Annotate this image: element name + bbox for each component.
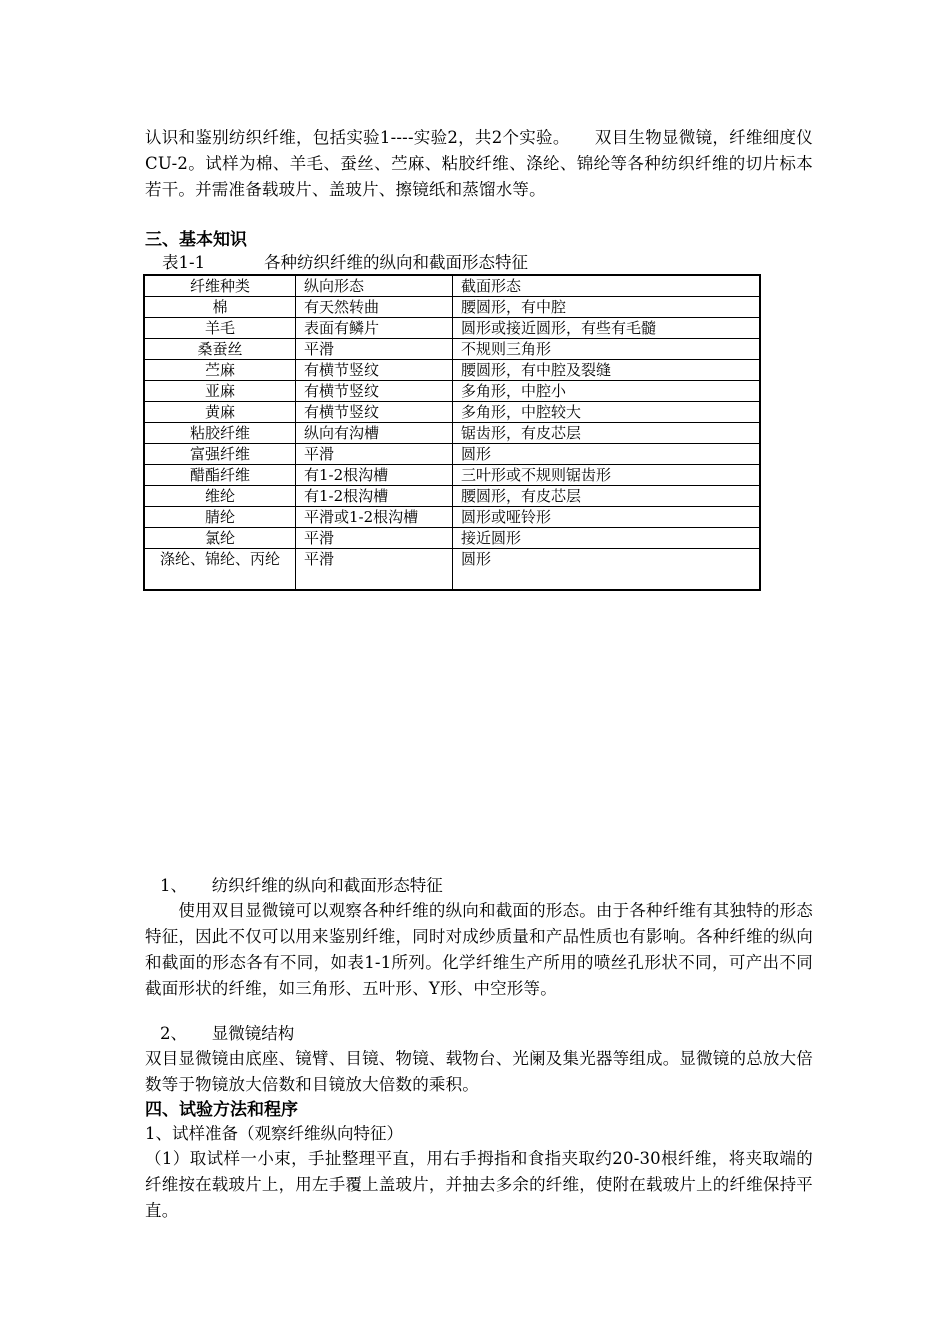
- table-title: 各种纺织纤维的纵向和截面形态特征: [264, 253, 528, 272]
- cell-longitudinal: 平滑: [296, 549, 453, 591]
- table-row: [144, 402, 760, 423]
- cell-fiber-type: 桑蚕丝: [144, 339, 296, 360]
- cell-cross-section: 圆形或哑铃形: [453, 507, 761, 528]
- cell-cross-section: 接近圆形: [453, 528, 761, 549]
- cell-fiber-type: 富强纤维: [144, 444, 296, 465]
- cell-longitudinal: 平滑: [296, 528, 453, 549]
- table-header-row: [144, 275, 760, 297]
- cell-fiber-type: 维纶: [144, 486, 296, 507]
- table-row: [144, 444, 760, 465]
- cell-cross-section: 三叶形或不规则锯齿形: [453, 465, 761, 486]
- fiber-morphology-table: [143, 274, 761, 591]
- table-row: [144, 528, 760, 549]
- table-row: [144, 360, 760, 381]
- cell-fiber-type: 涤纶、锦纶、丙纶: [144, 549, 296, 591]
- cell-cross-section: 腰圆形，有皮芯层: [453, 486, 761, 507]
- table-row: [144, 381, 760, 402]
- cell-fiber-type: 羊毛: [144, 318, 296, 339]
- item1-paragraph: 使用双目显微镜可以观察各种纤维的纵向和截面的形态。由于各种纤维有其独特的形态特征，因此不仅可以用来鉴别纤维，同时对成纱质量和产品性质也有影响。各种纤维的纵向和截面的形态各有不同，如表1-1所列。化学纤维生产所用的喷丝孔形状不同，可产出不同截面形状的纤维，如三角形、五叶形、Y形、中空形等。: [145, 901, 813, 998]
- table-row: [144, 339, 760, 360]
- cell-cross-section: 圆形: [453, 444, 761, 465]
- cell-longitudinal: 有1-2根沟槽: [296, 486, 453, 507]
- intro-paragraph: 认识和鉴别纺织纤维，包括实验1----实验2，共2个实验。 双目生物显微镜，纤维细度仪CU-2。试样为棉、羊毛、蚕丝、苎麻、粘胶纤维、涤纶、锦纶等各种纺织纤维的切片标本若干。并需准备载玻片、盖玻片、擦镜纸和蒸馏水等。: [145, 128, 813, 199]
- table-row: [144, 486, 760, 507]
- cell-longitudinal: 平滑或1-2根沟槽: [296, 507, 453, 528]
- table-row: [144, 549, 760, 591]
- cell-cross-section: 圆形或接近圆形，有些有毛髓: [453, 318, 761, 339]
- item2-title: 2、 显微镜结构: [160, 1024, 295, 1043]
- item2-paragraph: 双目显微镜由底座、镜臂、目镜、物镜、载物台、光阑及集光器等组成。显微镜的总放大倍数等于物镜放大倍数和目镜放大倍数的乘积。: [145, 1049, 813, 1094]
- cell-cross-section: 不规则三角形: [453, 339, 761, 360]
- cell-longitudinal: 有横节竖纹: [296, 381, 453, 402]
- header-cross-section: 截面形态: [453, 275, 761, 297]
- cell-longitudinal: 有1-2根沟槽: [296, 465, 453, 486]
- step1-paragraph: （1）取试样一小束，手扯整理平直，用右手拇指和食指夹取约20-30根纤维，将夹取端的纤维按在载玻片上，用左手覆上盖玻片，并抽去多余的纤维，使附在载玻片上的纤维保持平直。: [145, 1149, 813, 1220]
- cell-cross-section: 多角形，中腔较大: [453, 402, 761, 423]
- step1-title: 1、试样准备（观察纤维纵向特征）: [145, 1124, 403, 1143]
- table-row: [144, 318, 760, 339]
- cell-fiber-type: 腈纶: [144, 507, 296, 528]
- cell-fiber-type: 氯纶: [144, 528, 296, 549]
- cell-longitudinal: 有横节竖纹: [296, 402, 453, 423]
- cell-cross-section: 锯齿形，有皮芯层: [453, 423, 761, 444]
- cell-fiber-type: 亚麻: [144, 381, 296, 402]
- table-row: [144, 507, 760, 528]
- cell-fiber-type: 黄麻: [144, 402, 296, 423]
- cell-cross-section: 圆形: [453, 549, 761, 591]
- table-row: [144, 465, 760, 486]
- cell-fiber-type: 苎麻: [144, 360, 296, 381]
- section-heading-basic-knowledge: 三、基本知识: [145, 230, 247, 250]
- cell-fiber-type: 棉: [144, 297, 296, 318]
- cell-longitudinal: 有天然转曲: [296, 297, 453, 318]
- table-caption: [162, 252, 528, 274]
- cell-longitudinal: 平滑: [296, 339, 453, 360]
- cell-fiber-type: 醋酯纤维: [144, 465, 296, 486]
- header-longitudinal: 纵向形态: [296, 275, 453, 297]
- cell-longitudinal: 平滑: [296, 444, 453, 465]
- cell-longitudinal: 有横节竖纹: [296, 360, 453, 381]
- cell-cross-section: 多角形，中腔小: [453, 381, 761, 402]
- cell-longitudinal: 表面有鳞片: [296, 318, 453, 339]
- cell-longitudinal: 纵向有沟槽: [296, 423, 453, 444]
- item1-title: 1、 纺织纤维的纵向和截面形态特征: [160, 876, 443, 895]
- header-fiber-type: 纤维种类: [144, 275, 296, 297]
- section-heading-test-method: 四、试验方法和程序: [145, 1100, 298, 1120]
- table-number: 表1-1: [162, 253, 206, 272]
- table-row: [144, 297, 760, 318]
- cell-cross-section: 腰圆形，有中腔及裂缝: [453, 360, 761, 381]
- cell-fiber-type: 粘胶纤维: [144, 423, 296, 444]
- cell-cross-section: 腰圆形，有中腔: [453, 297, 761, 318]
- table-row: [144, 423, 760, 444]
